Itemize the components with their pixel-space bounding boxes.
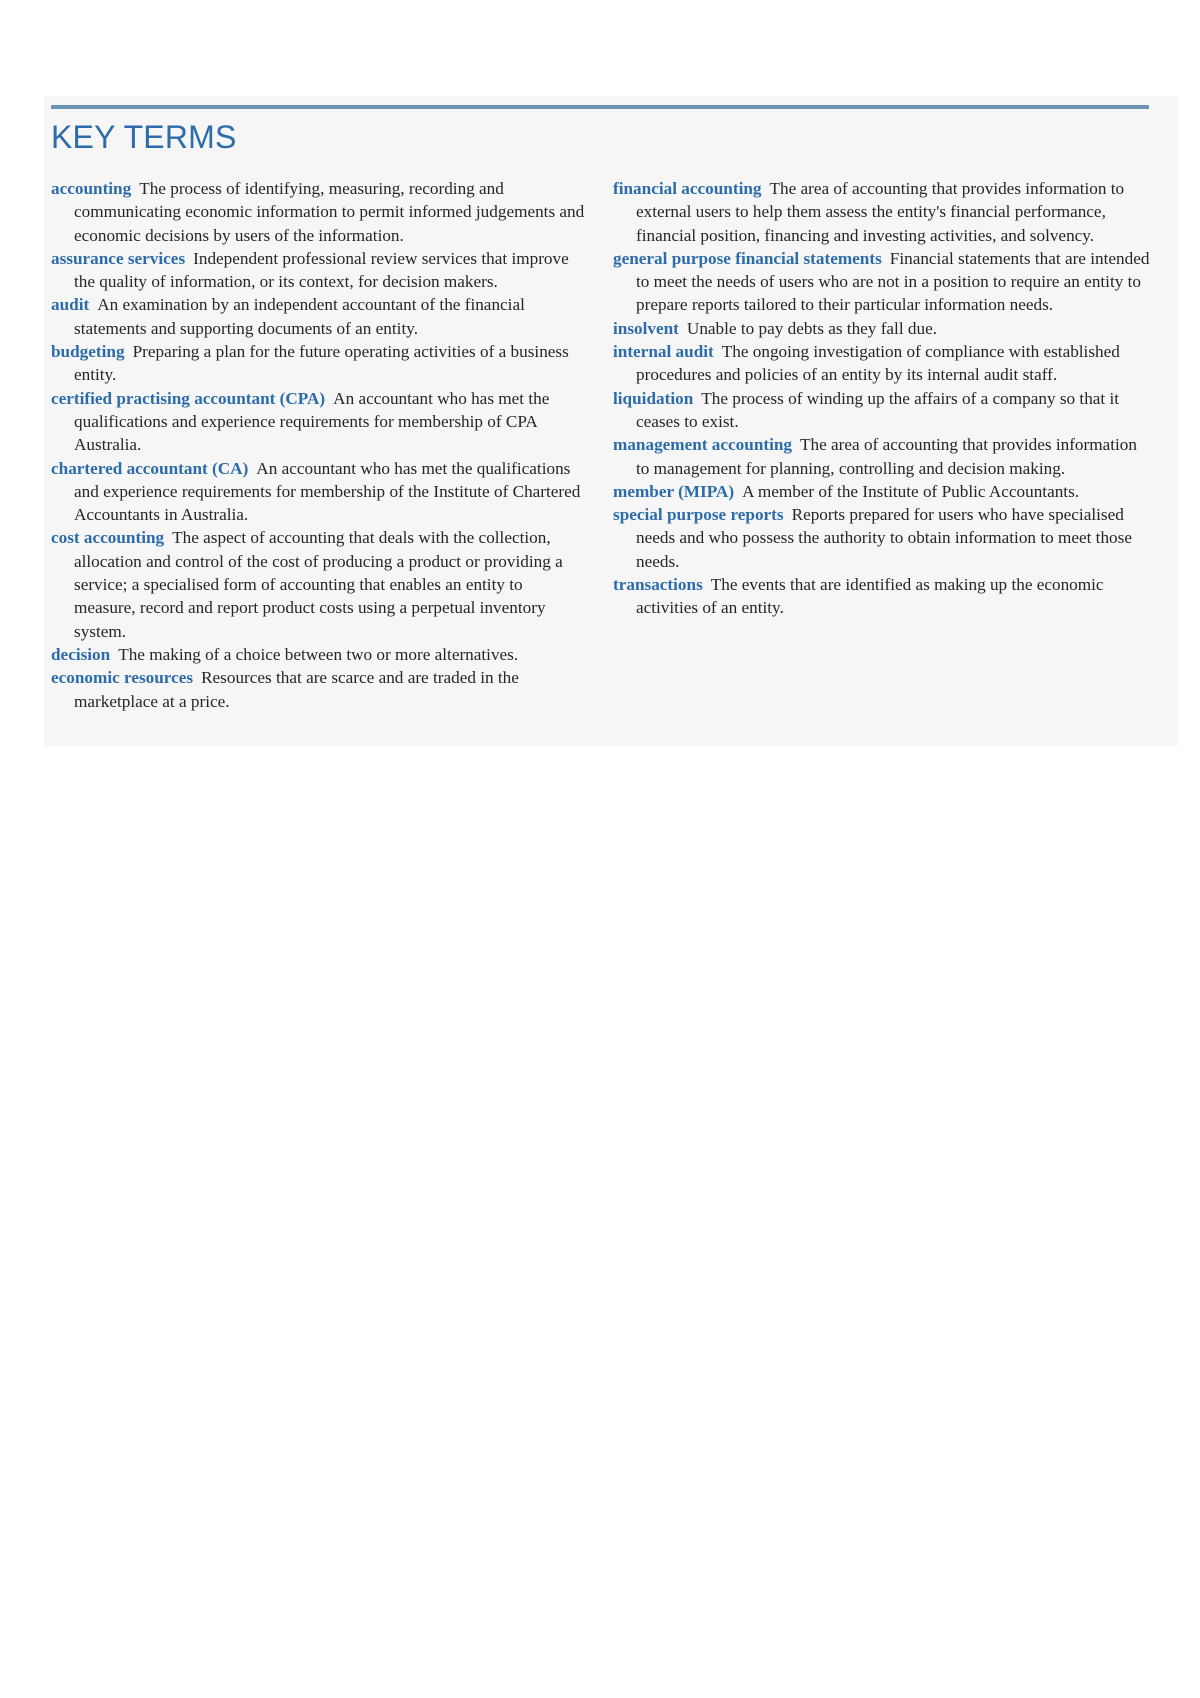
- glossary-definition: Resources that are scarce and are traded in the marketplace at a price.: [74, 668, 519, 711]
- glossary-term: audit: [51, 295, 90, 315]
- glossary-term: financial accounting: [613, 179, 762, 198]
- glossary-entry: [51, 643, 588, 666]
- glossary-term: accounting: [51, 179, 132, 198]
- glossary-term: budgeting: [51, 342, 125, 362]
- glossary-term: transactions: [613, 575, 703, 595]
- glossary-term: member (MIPA): [613, 481, 735, 501]
- glossary-entry: [613, 387, 1150, 434]
- glossary-entry: [613, 247, 1150, 317]
- glossary-definition: The area of accounting that provides information to external users to help them assess the entity's financial performance, financial position, financing and investing activities, and solvency.: [636, 179, 1125, 245]
- glossary-term: certified practising accountant (CPA): [51, 388, 326, 408]
- glossary-entry: [51, 177, 588, 247]
- glossary-term: management accounting: [613, 435, 793, 455]
- glossary-entry: [613, 480, 1150, 503]
- glossary-entry: [613, 340, 1150, 387]
- glossary-definition: The process of identifying, measuring, recording and communicating economic information to permit informed judgements and economic decisions by users of the information.: [74, 179, 585, 245]
- glossary-entry: [613, 177, 1150, 247]
- right-column: [613, 177, 1150, 620]
- glossary-entry: [51, 247, 588, 294]
- glossary-definition: The aspect of accounting that deals with the collection, allocation and control of the cost of producing a product or providing a service; a specialised form of accounting that enables an entity to measure, record and report product costs using a perpetual inventory system.: [74, 528, 563, 641]
- glossary-definition: The process of winding up the affairs of a company so that it ceases to exist.: [636, 388, 1120, 431]
- glossary-entry: [51, 526, 588, 642]
- glossary-entry: [51, 387, 588, 457]
- glossary-term: assurance services: [51, 248, 186, 268]
- glossary-definition: The events that are identified as making up the economic activities of an entity.: [636, 575, 1104, 618]
- glossary-definition: Independent professional review services that improve the quality of information, or its context, for decision makers.: [74, 248, 569, 292]
- glossary-definition: The making of a choice between two or more alternatives.: [118, 644, 519, 664]
- glossary-term: economic resources: [51, 668, 194, 688]
- top-rule: [51, 105, 1149, 109]
- glossary-definition: The area of accounting that provides information to management for planning, controlling and decision making.: [636, 435, 1137, 478]
- glossary-entry: [613, 573, 1150, 620]
- glossary-entry: [613, 317, 1150, 340]
- left-column: [51, 177, 588, 713]
- glossary-definition: A member of the Institute of Public Accountants.: [742, 481, 1080, 501]
- glossary-definition: An accountant who has met the qualifications and experience requirements for membership of the Institute of Chartered Accountants in Australia.: [74, 458, 581, 525]
- glossary-entry: [51, 666, 588, 713]
- glossary-term: cost accounting: [51, 528, 165, 548]
- glossary-definition: An accountant who has met the qualifications and experience requirements for membership of CPA Australia.: [74, 388, 550, 455]
- glossary-term: internal audit: [613, 342, 714, 362]
- glossary-definition: The ongoing investigation of compliance with established procedures and policies of an entity by its internal audit staff.: [636, 342, 1120, 385]
- glossary-definition: Financial statements that are intended to meet the needs of users who are not in a position to require an entity to prepare reports tailored to their particular information needs.: [636, 248, 1150, 315]
- glossary-definition: An examination by an independent accountant of the financial statements and supporting documents of an entity.: [74, 295, 525, 338]
- glossary-definition: Preparing a plan for the future operating activities of a business entity.: [74, 342, 569, 385]
- glossary-term: chartered accountant (CA): [51, 458, 249, 478]
- glossary-term: general purpose financial statements: [613, 248, 882, 268]
- glossary-entry: [51, 340, 588, 387]
- glossary-entry: [51, 457, 588, 527]
- glossary-definition: Unable to pay debts as they fall due.: [686, 318, 938, 338]
- glossary-entry: [613, 503, 1150, 573]
- page-title: KEY TERMS: [51, 119, 237, 155]
- glossary-entry: [613, 433, 1150, 480]
- glossary-entry: [51, 293, 588, 340]
- glossary-term: insolvent: [613, 318, 679, 338]
- glossary-term: special purpose reports: [613, 505, 784, 525]
- glossary-term: liquidation: [613, 388, 694, 408]
- glossary-definition: Reports prepared for users who have specialised needs and who possess the authority to obtain information to meet those needs.: [636, 505, 1132, 571]
- glossary-term: decision: [51, 644, 111, 664]
